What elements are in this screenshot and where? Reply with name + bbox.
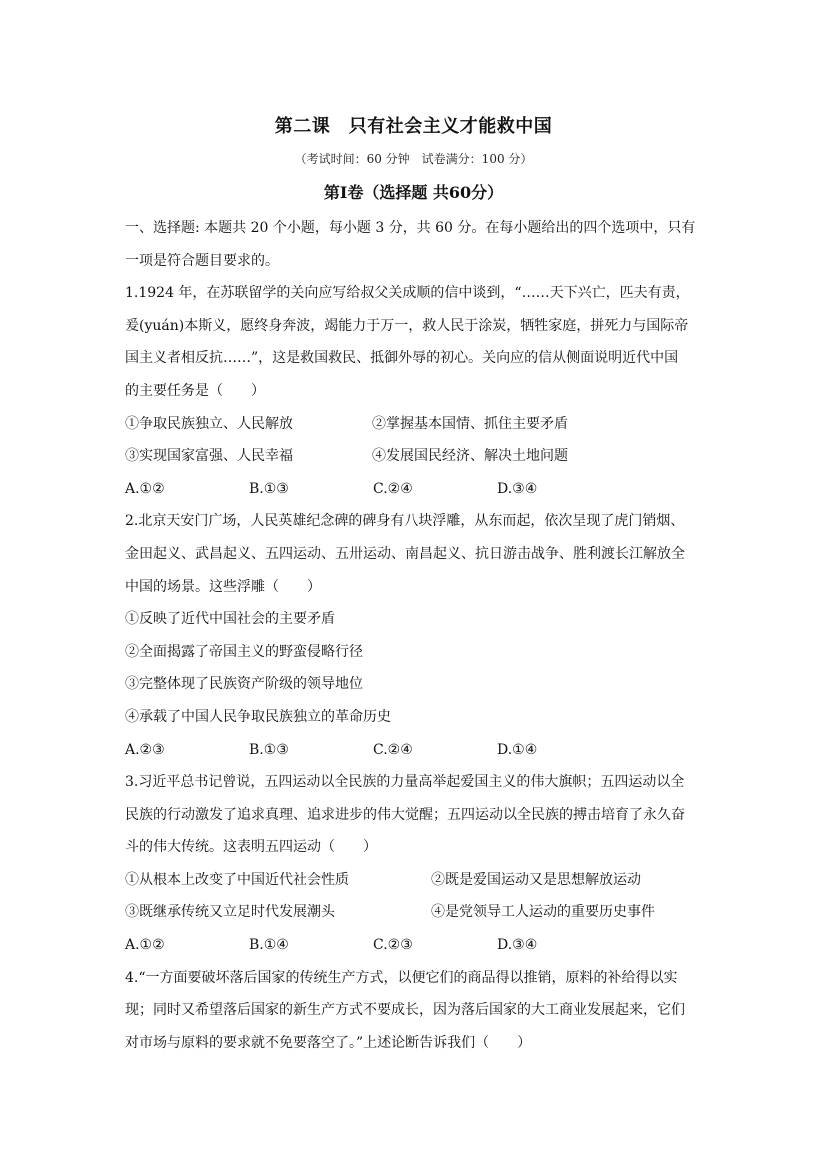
q2-option-4: ④承载了中国人民争取民族独立的革命历史: [125, 708, 391, 725]
q3-choice-c: C.②③: [373, 937, 413, 954]
q2-option-3: ③完整体现了民族资产阶级的领导地位: [125, 676, 363, 693]
q3-stem-line: 3.习近平总书记曾说，五四运动以全民族的力量高举起爱国主义的伟大旗帜；五四运动以全: [125, 774, 685, 791]
q1-stem-line: 爰(yuán)本斯义，愿终身奔波，竭能力于万一，救人民于涂炭，牺牲家庭，拼死力与国际帝: [125, 317, 689, 334]
q3-choice-b: B.①④: [249, 937, 289, 954]
q2-stem-line: 金田起义、武昌起义、五四运动、五卅运动、南昌起义、抗日游击战争、胜利渡长江解放全: [125, 545, 685, 562]
instruction-line: 一项是符合题目要求的。: [125, 252, 279, 269]
q3-option-1: ①从根本上改变了中国近代社会性质: [125, 871, 349, 888]
q1-option-4: ④发展国民经济、解决土地问题: [372, 448, 568, 465]
q3-stem-line: 民族的行动激发了追求真理、追求进步的伟大觉醒；五四运动以全民族的搏击培育了永久奋: [125, 806, 685, 823]
instruction-line: 一、选择题: 本题共 20 个小题，每小题 3 分，共 60 分。在每小题给出的四个选项中，只有: [125, 220, 696, 236]
q3-option-2: ②既是爱国运动又是思想解放运动: [431, 871, 641, 888]
q1-option-2: ②掌握基本国情、抓住主要矛盾: [372, 415, 568, 432]
q3-option-4: ④是党领导工人运动的重要历史事件: [431, 904, 655, 921]
q2-option-1: ①反映了近代中国社会的主要矛盾: [125, 611, 335, 628]
q1-option-3: ③实现国家富强、人民幸福: [125, 448, 293, 465]
q1-answer-choices: [125, 473, 705, 506]
q3-answer-choices: [125, 929, 705, 962]
question-content: [125, 212, 705, 1059]
q2-choice-d: D.①④: [497, 741, 538, 758]
page-title: 第二课 只有社会主义才能救中国: [274, 116, 553, 137]
q2-answer-choices: [125, 734, 705, 767]
q2-choice-b: B.①③: [249, 741, 289, 758]
q1-choice-b: B.①③: [249, 480, 289, 497]
q3-options-row: [125, 896, 705, 929]
q4-stem-line: 4.“一方面要破坏落后国家的传统生产方式，以便它们的商品得以推销，原料的补给得以实: [125, 969, 678, 986]
q1-stem-line: 1.1924 年，在苏联留学的关向应写给叔父关成顺的信中谈到，“……天下兴亡，匹夫有责，: [125, 285, 690, 302]
q3-stem-line: 斗的伟大传统。这表明五四运动（ ）: [125, 839, 377, 856]
q3-options-row: [125, 864, 705, 897]
q1-choice-a: A.①②: [125, 480, 165, 497]
q2-stem-line: 2.北京天安门广场，人民英雄纪念碑的碑身有八块浮雕，从东而起，依次呈现了虎门销烟、: [125, 513, 685, 530]
q3-option-3: ③既继承传统又立足时代发展潮头: [125, 904, 335, 921]
q1-options-row: [125, 408, 705, 441]
q3-choice-d: D.③④: [497, 937, 538, 954]
q2-stem-line: 中国的场景。这些浮雕（ ）: [125, 578, 321, 595]
q1-options-row: [125, 440, 705, 473]
q1-option-1: ①争取民族独立、人民解放: [125, 415, 293, 432]
q4-stem-line: 对市场与原料的要求就不免要落空了。”上述论断告诉我们（ ）: [125, 1034, 532, 1051]
section-title: 第Ⅰ卷（选择题 共60分）: [323, 183, 504, 202]
q4-stem-line: 现；同时又希望落后国家的新生产方式不要成长，因为落后国家的大工商业发展起来，它们: [125, 1002, 685, 1019]
exam-info: （考试时间：60 分钟 试卷满分：100 分）: [294, 152, 533, 166]
q1-stem-line: 的主要任务是（ ）: [125, 382, 265, 399]
q1-choice-d: D.③④: [497, 480, 538, 497]
q3-choice-a: A.①②: [125, 937, 165, 954]
q1-choice-c: C.②④: [373, 480, 413, 497]
q1-stem-line: 国主义者相反抗……”，这是救国救民、抵御外辱的初心。关向应的信从侧面说明近代中国: [125, 350, 679, 367]
q2-option-2: ②全面揭露了帝国主义的野蛮侵略行径: [125, 643, 363, 660]
q2-choice-a: A.②③: [125, 741, 165, 758]
q2-choice-c: C.②④: [373, 741, 413, 758]
